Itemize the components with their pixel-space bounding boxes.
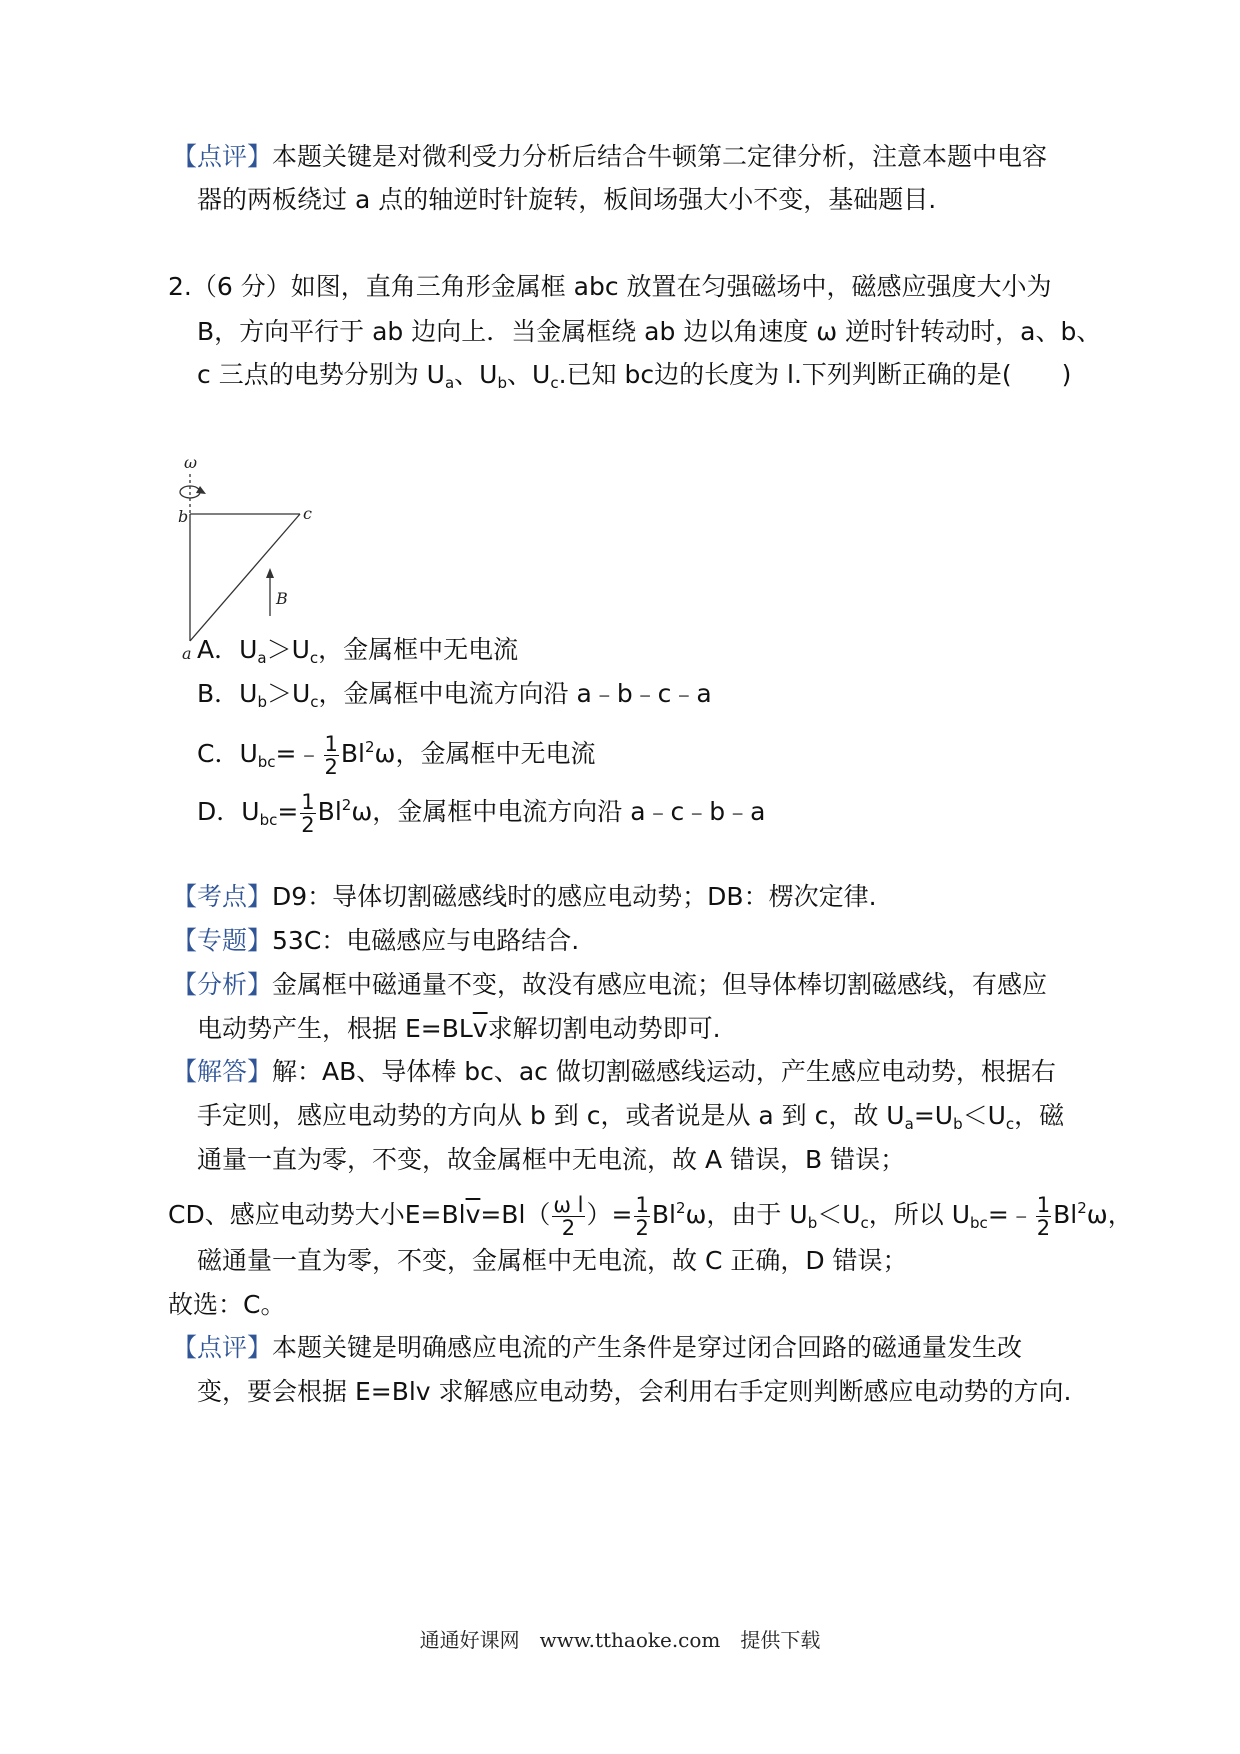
option-a: A．$U_a>U_c$，金属框中无电流 [197, 635, 519, 667]
answer-line: 故选：C。 [168, 1290, 286, 1319]
kaodian-line: 【考点】D9：导体切割磁感线时的感应电动势；DB：楞次定律. [172, 882, 877, 911]
fenxi-line1: 【分析】金属框中磁通量不变，故没有感应电流；但导体棒切割磁感线，有感应 [172, 970, 1048, 999]
fraction: $\frac{1}{2}$ [635, 1192, 649, 1240]
jieda-line1: 【解答】解：AB、导体棒 bc、ac 做切割磁感线运动，产生感应电动势，根据右 [172, 1057, 1056, 1086]
field-B-label: B [276, 589, 288, 608]
fraction: $\frac{1}{2}$ [301, 789, 315, 837]
figure-omega-label: ω [184, 453, 198, 472]
review-tag: 【点评】 [172, 142, 273, 171]
option-d: D．$U_{bc}=$ $\frac{1}{2}$ Bl$^2$ω，金属框中电流方向沿 a﹣c﹣b﹣a [197, 789, 766, 837]
fraction: $\frac{\text{ω l}}{2}$ [553, 1192, 584, 1240]
fenxi-line2: 电动势产生，根据 $E=BL\overline{v}$求解切割电动势即可. [197, 1014, 721, 1043]
review2-line2: 变，要会根据 E=Blv 求解感应电动势，会利用右手定则判断感应电动势的方向. [197, 1377, 1072, 1406]
vertex-c-label: c [303, 504, 312, 523]
option-b: B．$U_b>U_c$，金属框中电流方向沿 a﹣b﹣c﹣a [197, 679, 712, 711]
option-c: C．$U_{bc}=﹣$ $\frac{1}{2}$ Bl$^2$ω，金属框中无电流 [197, 731, 596, 779]
zhuanti-line: 【专题】53C：电磁感应与电路结合. [172, 926, 580, 955]
jieda-line2: 手定则，感应电动势的方向从 b 到 c，或者说是从 a 到 c，故 $U_a=U_b<U_c$，磁 [197, 1101, 1065, 1133]
rotation-arrowhead [196, 486, 206, 494]
fraction: $\frac{1}{2}$ [1036, 1192, 1051, 1240]
jieda-line3: 通量一直为零，不变，故金属框中无电流，故 A 错误，B 错误； [197, 1145, 906, 1174]
fraction: $\frac{1}{2}$ [324, 731, 338, 779]
review1-line2: 器的两板绕过 a 点的轴逆时针旋转，板间场强大小不变，基础题目. [197, 185, 937, 214]
footer-text: 通通好课网 www.tthaoke.com 提供下载 [419, 1628, 821, 1652]
side-ac [190, 514, 300, 641]
question-line1: 2.（6 分）如图，直角三角形金属框 abc 放置在匀强磁场中，磁感应强度大小为 [168, 272, 1052, 301]
question-line2: B，方向平行于 ab 边向上．当金属框绕 ab 边以角速度 ω 逆时针转动时，a、b、 [197, 317, 1102, 346]
jieda-line5: 磁通量一直为零，不变，金属框中无电流，故 C 正确，D 错误； [197, 1246, 908, 1275]
question-line3: c 三点的电势分别为 $U_a$、$U_b$、$U_c$.已知 bc边的长度为 l.下列判断正确的是( ) [197, 360, 1072, 392]
vertex-b-label: b [178, 507, 189, 526]
vertex-a-label: a [182, 644, 192, 663]
field-arrowhead [266, 568, 274, 578]
review2-line1: 【点评】本题关键是明确感应电流的产生条件是穿过闭合回路的磁通量发生改 [172, 1333, 1023, 1362]
jieda-cd-line: CD、感应电动势大小$E=Bl\overline{v}=Bl$（ $\frac{\text{ω l}}{2}$ ）= $\frac{1}{2}$ Bl$^2$ω，由于 $U_b<U_c$，所以 $U_{bc}=﹣$ $\frac{1}{2}$ Bl$^2$ω， [168, 1192, 1133, 1240]
review1-line1: 【点评】本题关键是对微利受力分析后结合牛顿第二定律分析，注意本题中电容 [172, 142, 1048, 171]
